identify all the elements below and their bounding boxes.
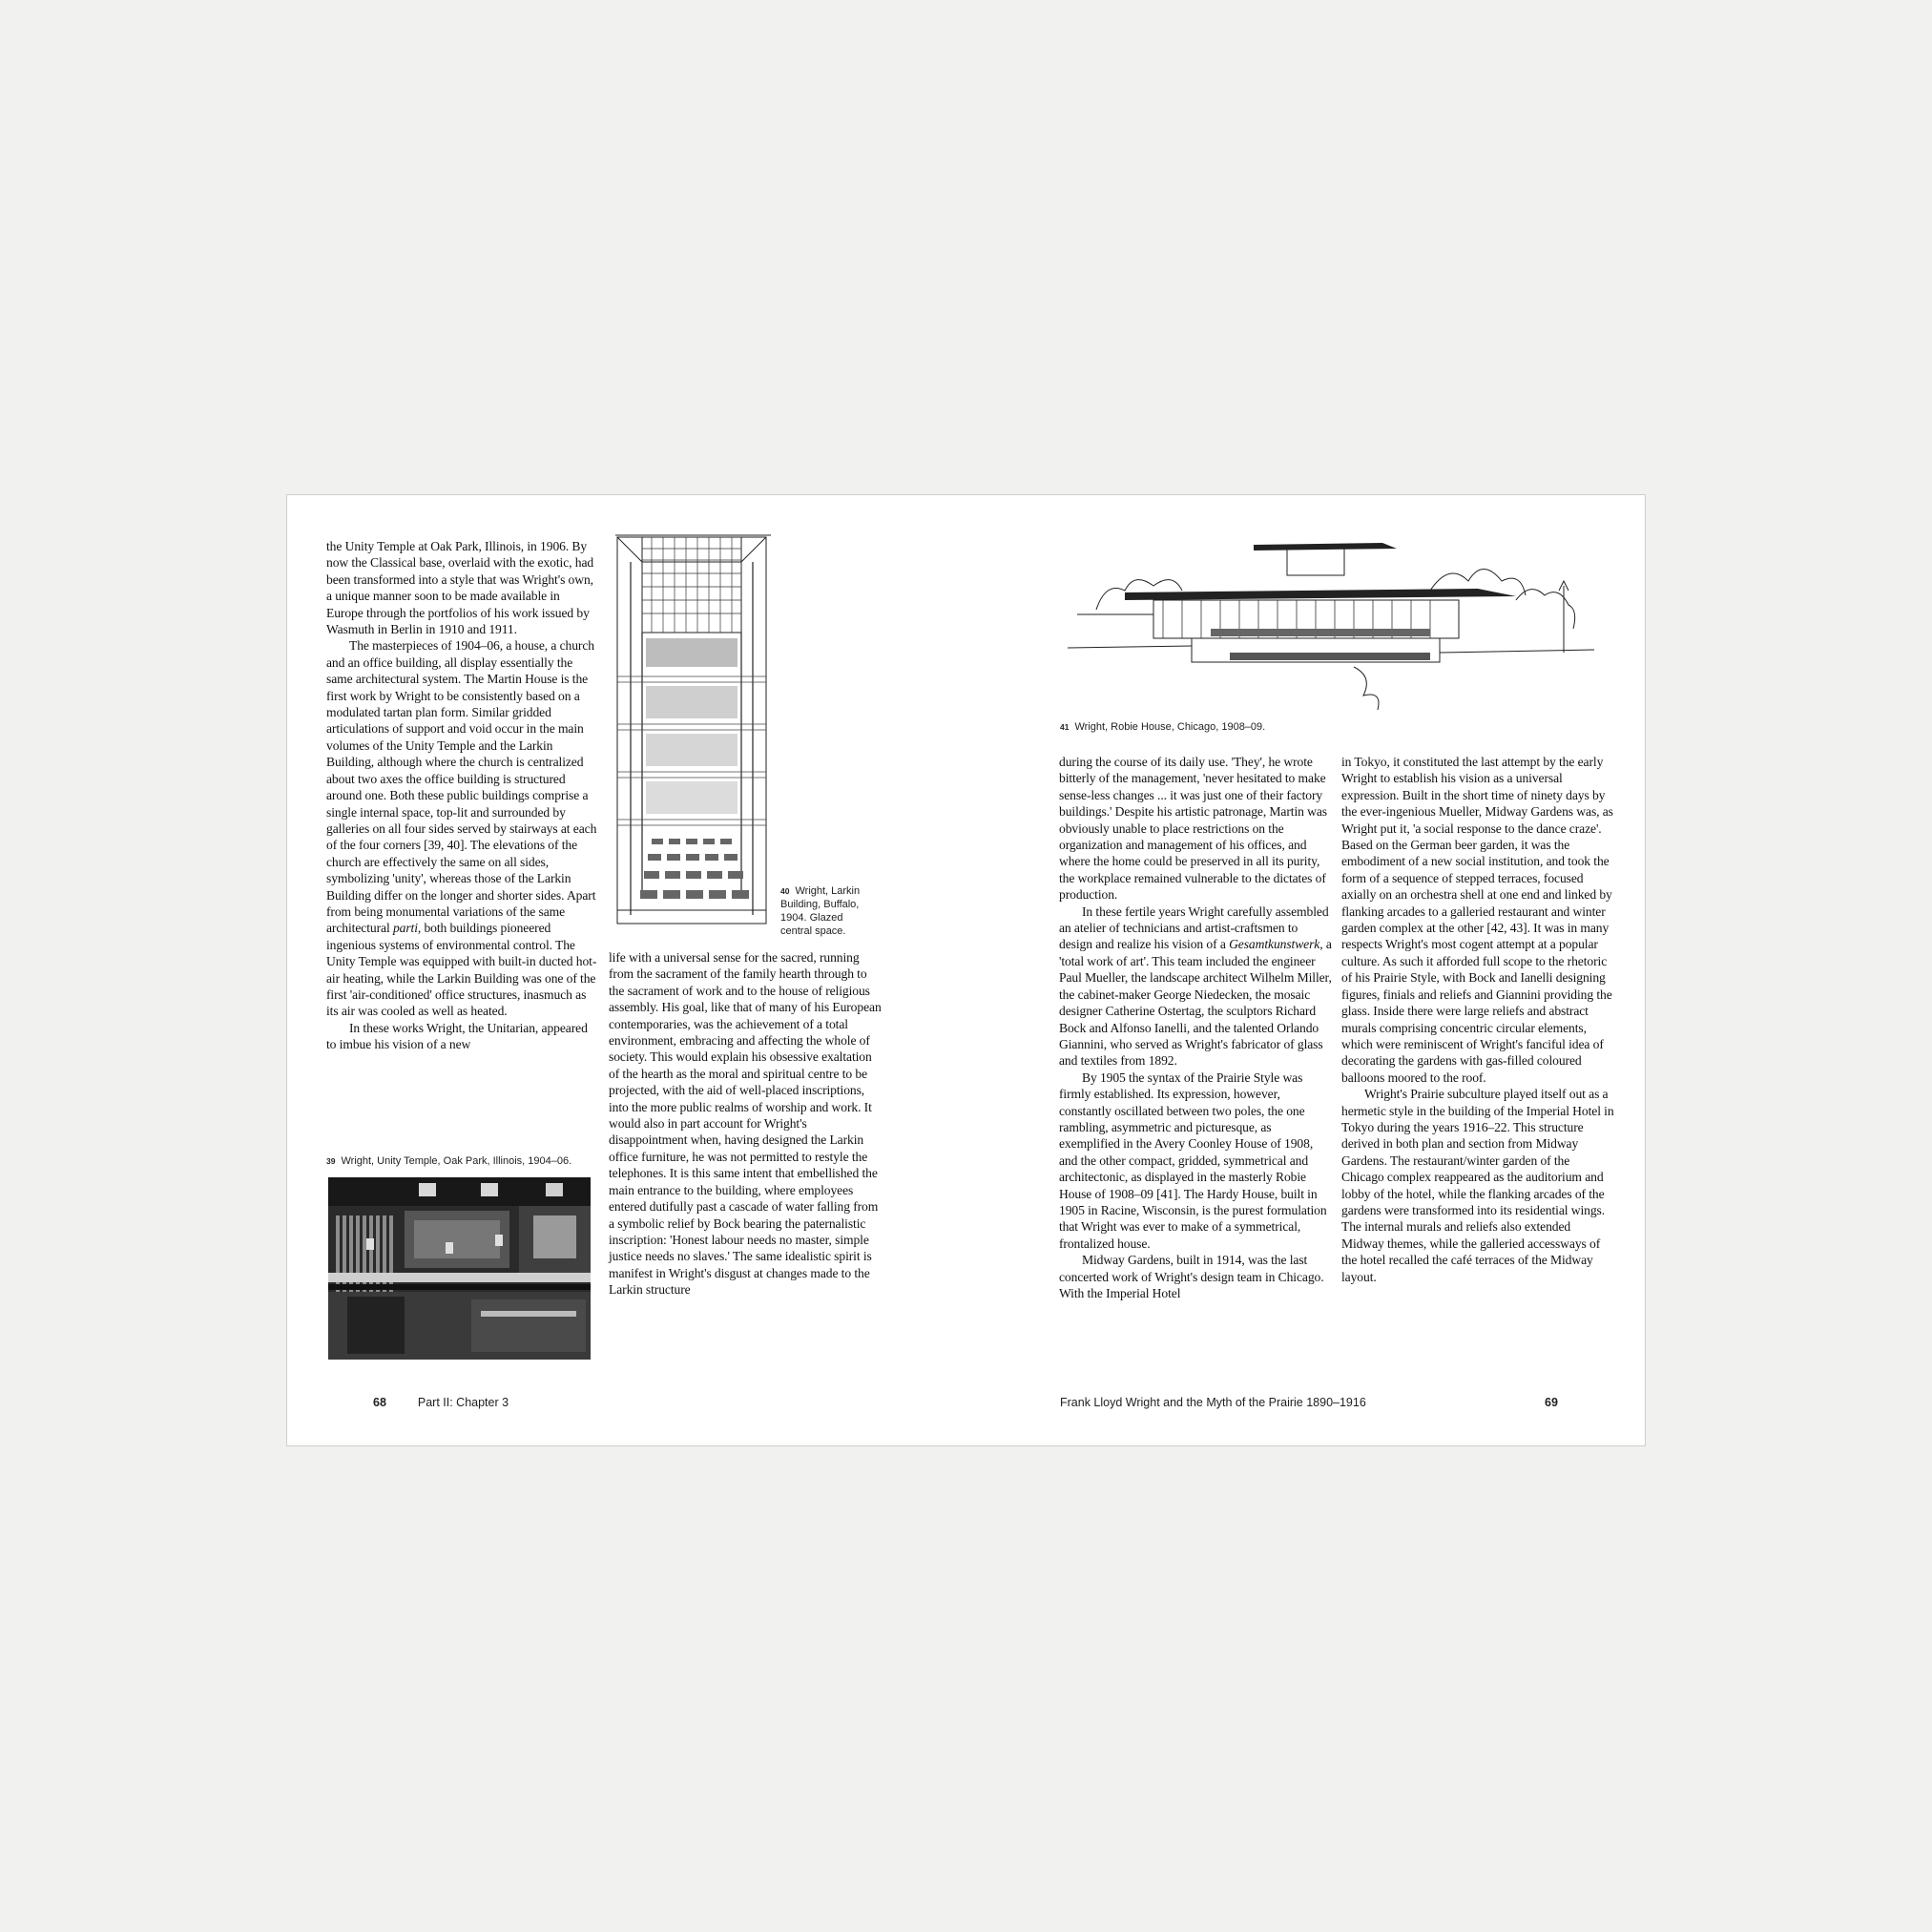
right-column-2 — [1341, 754, 1615, 1285]
right-column-1 — [1059, 754, 1333, 1301]
paragraph: Wright's Prairie subculture played itself out as a hermetic style in the building of the Imperial Hotel in Tokyo during the years 1916–22. This structure derived in both plan and section from Midway Gardens. The restaurant/winter garden of the Chicago complex reappeared as the auditorium and lobby of the hotel, while the flanking arcades of the gardens were transformed into its residential wings. The internal murals and reliefs also extended Midway themes, while the galleried accessways of the hotel recalled the café terraces of the Midway layout. — [1341, 1087, 1614, 1284]
page-number: 68 — [373, 1396, 386, 1409]
left-column-1 — [326, 538, 599, 1053]
italic-term: Gesamtkunstwerk — [1229, 937, 1320, 952]
figure-number: 39 — [326, 1156, 336, 1166]
figure-number: 41 — [1060, 722, 1070, 732]
paragraph: the Unity Temple at Oak Park, Illinois, in 1906. By now the Classical base, overlaid with the exotic, had been transformed into a style that was Wright's own, a unique manner soon to be made available in Europe through the portfolios of his work issued by Wasmuth in Berlin in 1910 and 1911. — [326, 539, 594, 637]
paragraph: In these fertile years Wright carefully assembled an atelier of technicians and artist-craftsmen to design and realize his vision of a Gesamtkunstwerk, a 'total work of art'. This team included the engineer Paul Mueller, the landscape architect Wilhelm Miller, the cabinet-maker George Niedecken, the mosaic designer Catherine Ostertag, the sculptors Richard Bock and Alfonso Ianelli, and the talented Orlando Giannini, who served as Wright's fabricator of glass and textiles from 1892. — [1059, 904, 1332, 1069]
paragraph: in Tokyo, it constituted the last attempt by the early Wright to establish his vision as a universal expression. Built in the short time of ninety days by the ever-ingenious Mueller, Midway Gardens was, as Wright put it, 'a social response to the dance craze'. Based on the German beer garden, it was the embodiment of a new social institution, and took the form of a sequence of stepped terraces, focused axially on an orchestra shell at one end and linked by flanking arcades to a galleried restaurant and winter garden complex at the other [42, 43]. It was in many respects Wright's most cogent attempt at a popular culture. As such it afforded full scope to the rhetoric of his Prairie Style, with Bock and Ianelli designing figures, finials and reliefs and Giannini providing the glass. Inside there were large reliefs and abstract murals comprising concentric circular elements, which were reminiscent of Wright's fanciful idea of decorating the gardens with gas-filled coloured balloons moored to the roof. — [1341, 755, 1613, 1085]
italic-term: parti — [392, 921, 418, 936]
left-column-2 — [609, 949, 883, 1298]
unity-temple-photo — [328, 1177, 591, 1360]
paragraph: By 1905 the syntax of the Prairie Style was firmly established. Its expression, however, constantly oscillated between two poles, the one rambling, asymmetric and picturesque, as exemplified in the Avery Coonley House of 1908, and the other compact, gridded, symmetrical and architectonic, as displayed in the masterly Robie House of 1908–09 [41]. The Hardy House, built in 1905 in Racine, Wisconsin, is the purest formulation that Wright was ever to make of a symmetrical, frontalized house. — [1059, 1070, 1327, 1251]
figure-39-caption: 39 Wright, Unity Temple, Oak Park, Illinois, 1904–06. — [326, 1155, 572, 1167]
book-spread — [286, 494, 1646, 1446]
figure-number: 40 — [780, 886, 790, 896]
paragraph: Midway Gardens, built in 1914, was the last concerted work of Wright's design team in Chicago. With the Imperial Hotel — [1059, 1253, 1324, 1300]
right-footer-title: Frank Lloyd Wright and the Myth of the Prairie 1890–1916 — [1060, 1396, 1366, 1409]
running-head: Part II: Chapter 3 — [417, 1396, 509, 1409]
page-number: 69 — [1545, 1396, 1558, 1409]
robie-house-drawing — [1068, 533, 1594, 710]
figure-40-caption: 40 Wright, Larkin Building, Buffalo, 1904. Glazed central space. — [780, 885, 861, 937]
left-footer — [373, 1396, 659, 1409]
figure-41-caption: 41 Wright, Robie House, Chicago, 1908–09. — [1060, 721, 1266, 733]
larkin-building-drawing — [613, 533, 776, 929]
paragraph: The masterpieces of 1904–06, a house, a church and an office building, all display essentially the same architectural system. The Martin House is the first work by Wright to be consistently based on a modulated tartan plan form. Similar gridded articulations of support and void occur in the main volumes of the Unity Temple and the Larkin Building, although where the church is centralized about two axes the office building is structured around one. Both these public buildings comprise a single internal space, top-lit and surrounded by galleries on all four sides served by stairways at each of the four corners [39, 40]. The elevations of the church are effectively the same on all sides, symbolizing 'unity', whereas those of the Larkin Building differ on the longer and shorter sides. Apart from being monumental variations of the same architectural parti, both buildings pioneered ingenious systems of environmental control. The Unity Temple was equipped with built-in ducted hot-air heating, while the Larkin Building was one of the first 'air-conditioned' office structures, inasmuch as its air was cooled as well as heated. — [326, 638, 597, 1019]
paragraph: In these works Wright, the Unitarian, appeared to imbue his vision of a new — [326, 1020, 588, 1052]
paragraph: during the course of its daily use. 'They', he wrote bitterly of the management, 'never hesitated to make sense-less changes ... it was just one of their factory buildings.' Despite his artistic patronage, Martin was obviously unable to place restrictions on the organization and management of his offices, and where the home could be preserved in all its purity, the workplace remained vulnerable to the dictates of production. — [1059, 755, 1327, 903]
paragraph: life with a universal sense for the sacred, running from the sacrament of the family hearth through to the sacrament of work and to the house of religious assembly. His goal, like that of many of his European contemporaries, was the achievement of a total environment, embracing and affecting the whole of society. This would explain his obsessive exaltation of the hearth as the moral and spiritual centre to be projected, with the aid of well-placed inscriptions, into the more public realms of worship and work. It would also in part account for Wright's disappointment when, having designed the Larkin office furniture, he was not permitted to restyle the telephones. It is this same intent that embellished the main entrance to the building, where employees entered dutifully past a cascade of water falling from a symbolic relief by Bock bearing the paternalistic inscription: 'Honest labour needs no master, simple justice needs no slaves.' The same idealistic spirit is manifest in Wright's disgust at changes made to the Larkin structure — [609, 950, 882, 1298]
